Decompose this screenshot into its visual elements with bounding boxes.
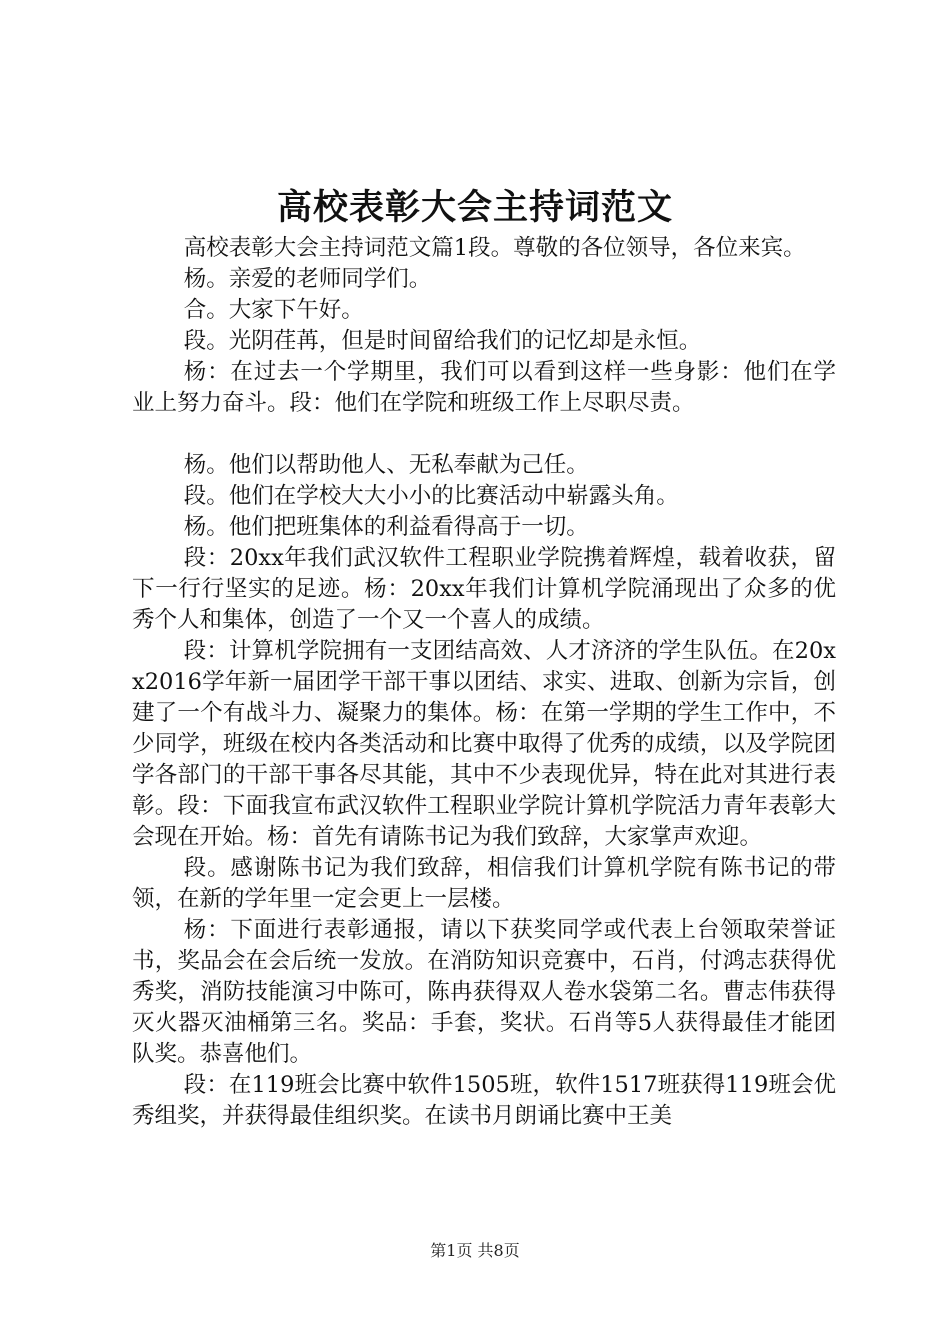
page-number-footer: 第1页 共8页 bbox=[430, 1241, 520, 1260]
paragraph: 杨。他们以帮助他人、无私奉献为己任。 bbox=[183, 452, 589, 478]
blank-line bbox=[132, 419, 836, 450]
paragraph: 段：计算机学院拥有一支团结高效、人才济济的学生队伍。在20xx2016学年新一届团学干部干事以团结、求实、进取、创新为宗旨，创建了一个有战斗力、凝聚力的集体。杨：在第一学期的学生工作中，不少同学，班级在校内各类活动和比赛中取得了优秀的成绩，以及学院团学各部门的干部干事各尽其能，其中不少表现优异，特在此对其进行表彰。段：下面我宣布武汉软件工程职业学院计算机学院活力青年表彰大会现在开始。杨：首先有请陈书记为我们致辞，大家掌声欢迎。 bbox=[132, 638, 836, 850]
document-title: 高校表彰大会主持词范文 bbox=[276, 187, 673, 228]
document-body bbox=[132, 233, 836, 1132]
paragraph: 段。光阴荏苒，但是时间留给我们的记忆却是永恒。 bbox=[183, 328, 702, 354]
paragraph: 合。大家下午好。 bbox=[183, 297, 364, 323]
paragraph: 段：在119班会比赛中软件1505班，软件1517班获得119班会优秀组奖，并获得最佳组织奖。在读书月朗诵比赛中王美 bbox=[132, 1072, 836, 1129]
paragraph: 段。感谢陈书记为我们致辞，相信我们计算机学院有陈书记的带领，在新的学年里一定会更上一层楼。 bbox=[132, 855, 836, 912]
paragraph: 段。他们在学校大大小小的比赛活动中崭露头角。 bbox=[183, 483, 679, 509]
paragraph: 杨：在过去一个学期里，我们可以看到这样一些身影：他们在学业上努力奋斗。段：他们在学院和班级工作上尽职尽责。 bbox=[132, 359, 836, 416]
paragraph: 杨：下面进行表彰通报，请以下获奖同学或代表上台领取荣誉证书，奖品会在会后统一发放。在消防知识竞赛中，石肖，付鸿志获得优秀奖，消防技能演习中陈可，陈冉获得双人卷水袋第二名。曹志伟获得灭火器灭油桶第三名。奖品：手套，奖状。石肖等5人获得最佳才能团队奖。恭喜他们。 bbox=[132, 917, 836, 1067]
paragraph: 杨。他们把班集体的利益看得高于一切。 bbox=[183, 514, 589, 540]
paragraph: 杨。亲爱的老师同学们。 bbox=[183, 266, 432, 292]
paragraph: 高校表彰大会主持词范文篇1段。尊敬的各位领导，各位来宾。 bbox=[183, 235, 806, 261]
paragraph: 段：20xx年我们武汉软件工程职业学院携着辉煌，载着收获，留下一行行坚实的足迹。杨：20xx年我们计算机学院涌现出了众多的优秀个人和集体，创造了一个又一个喜人的成绩。 bbox=[132, 545, 836, 633]
